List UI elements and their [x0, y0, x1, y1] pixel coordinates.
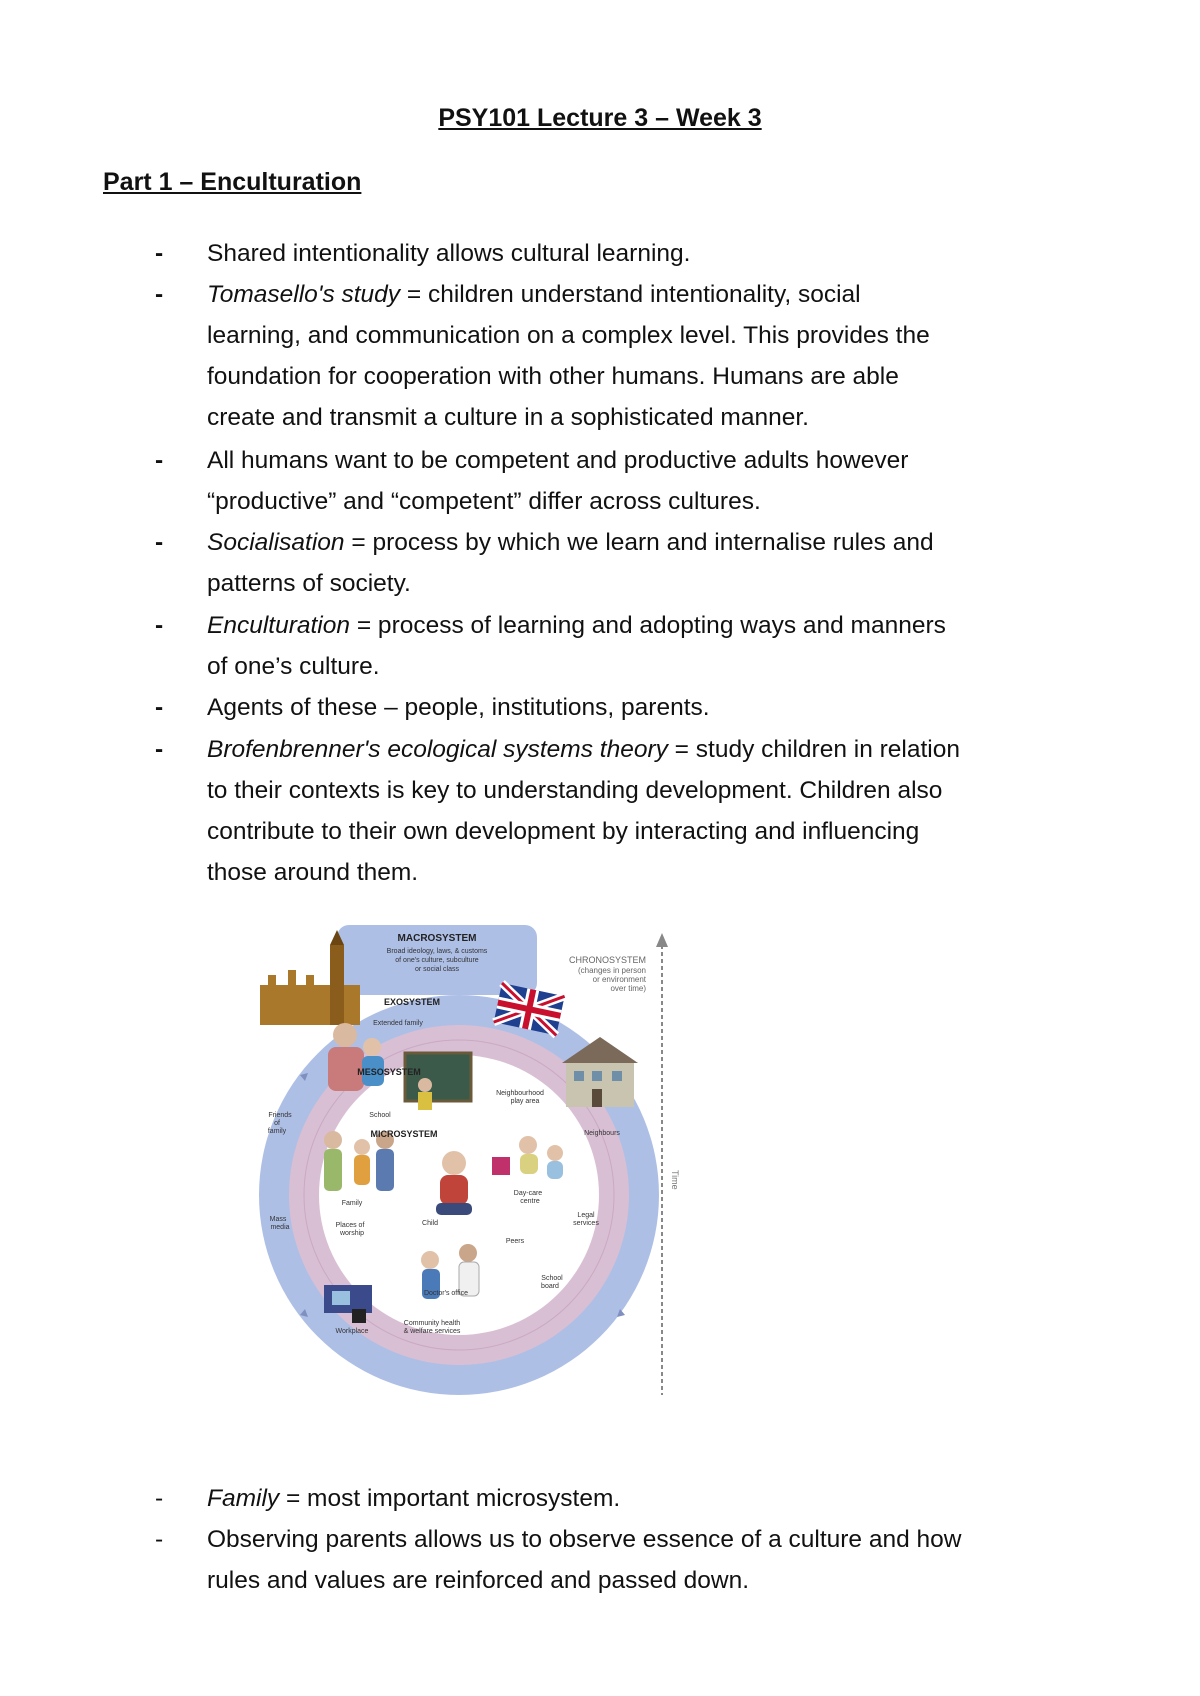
document-title: PSY101 Lecture 3 – Week 3: [438, 104, 762, 132]
bullet-dash: -: [155, 735, 164, 763]
community-label: & welfare services: [403, 1328, 461, 1335]
school-label: School: [369, 1112, 391, 1119]
list-item-text: [207, 1519, 1117, 1601]
bullet-dash: -: [155, 446, 164, 474]
friends-label: of: [274, 1120, 280, 1127]
line-text: foundation for cooperation with other humans. Humans are able: [207, 363, 899, 391]
list-item-text: [207, 233, 1117, 274]
line-text: patterns of society.: [207, 570, 411, 598]
text-line: [207, 770, 1117, 811]
ecological-systems-diagram: [240, 925, 730, 1405]
text-line: [207, 397, 1117, 438]
text-line: [207, 274, 1117, 315]
bullet-dash: -: [155, 611, 164, 639]
extended-family-label: Extended family: [373, 1020, 423, 1027]
macro-desc-line: of one's culture, subculture: [395, 957, 479, 964]
chrono-desc-line: (changes in person: [577, 966, 646, 975]
legal-services-label: services: [573, 1220, 599, 1227]
section-heading: Part 1 – Enculturation: [103, 168, 362, 196]
workplace-label: Workplace: [335, 1328, 369, 1335]
macro-desc-line: Broad ideology, laws, & customs: [386, 948, 488, 955]
worship-label: Places of: [335, 1222, 365, 1229]
bullet-dash: -: [155, 1485, 164, 1512]
bullet-dash: -: [155, 281, 164, 309]
peers-label: Peers: [505, 1238, 525, 1245]
line-text: of one’s culture.: [207, 652, 380, 680]
bullet-dash: -: [155, 1526, 164, 1554]
line-text: = study children in relation: [667, 735, 960, 763]
text-line: [207, 1519, 1117, 1560]
text-line: [207, 315, 1117, 356]
list-item-text: [207, 605, 1117, 687]
line-text: All humans want to be competent and productive adults however: [207, 446, 909, 474]
neighbours-label: Neighbours: [584, 1130, 620, 1137]
macro-desc-line: or social class: [415, 966, 459, 973]
text-line: [207, 852, 1117, 893]
line-text: contribute to their own development by interacting and influencing: [207, 817, 920, 845]
worship-label: worship: [339, 1230, 365, 1237]
line-text: to their contexts is key to understanding development. Children also: [207, 776, 943, 804]
list-item-text: [207, 1478, 1117, 1519]
doctors-office-label: Doctor's office: [423, 1290, 469, 1297]
text-line: [207, 233, 1117, 274]
family-label: Family: [341, 1200, 363, 1207]
macro-title: MACROSYSTEM: [397, 933, 477, 944]
text-line: [207, 1560, 1117, 1601]
line-text: Observing parents allows us to observe essence of a culture and how: [207, 1526, 962, 1554]
family-icon: [324, 1131, 394, 1191]
line-text: those around them.: [207, 858, 419, 886]
child-label: Child: [422, 1220, 438, 1227]
time-label: Time: [670, 1170, 680, 1190]
friends-label: Friends: [268, 1112, 292, 1119]
line-text: rules and values are reinforced and passed down.: [207, 1567, 750, 1595]
line-text: learning, and communication on a complex level. This provides the: [207, 322, 930, 350]
neighbourhood-play-label: play area: [510, 1098, 540, 1105]
line-text: “productive” and “competent” differ across cultures.: [207, 487, 761, 515]
text-line: [207, 1478, 1117, 1519]
chrono-desc-line: over time): [610, 984, 646, 993]
chrono-desc-line: or environment: [592, 975, 646, 984]
text-line: [207, 356, 1117, 397]
daycare-label: centre: [520, 1198, 540, 1205]
line-text: = process of learning and adopting ways and manners: [350, 611, 946, 639]
text-line: [207, 605, 1117, 646]
list-item-text: [207, 687, 1117, 728]
text-line: [207, 729, 1117, 770]
list-item-text: [207, 274, 1117, 438]
daycare-label: Day-care: [513, 1190, 543, 1197]
line-text: Shared intentionality allows cultural learning.: [207, 240, 691, 267]
text-line: [207, 811, 1117, 852]
term: Enculturation: [207, 611, 351, 639]
friends-label: family: [267, 1128, 287, 1135]
list-item-text: [207, 440, 1117, 522]
community-label: Community health: [403, 1320, 461, 1327]
bullet-dash: -: [155, 240, 164, 267]
text-line: [207, 563, 1117, 604]
text-line: [207, 440, 1117, 481]
term: Brofenbrenner's ecological systems theory: [207, 735, 668, 763]
text-line: [207, 687, 1117, 728]
mass-media-label: media: [270, 1224, 290, 1231]
text-line: [207, 522, 1117, 563]
line-text: Agents of these – people, institutions, parents.: [207, 694, 710, 722]
line-text: = most important microsystem.: [279, 1485, 621, 1512]
exo-title: EXOSYSTEM: [383, 997, 441, 1007]
term: Socialisation: [207, 529, 345, 557]
meso-title: MESOSYSTEM: [357, 1067, 421, 1077]
bullet-dash: -: [155, 694, 164, 722]
line-text: create and transmit a culture in a sophisticated manner.: [207, 404, 809, 432]
time-arrow-icon: [656, 933, 668, 947]
micro-title: MICROSYSTEM: [370, 1129, 438, 1139]
line-text: = process by which we learn and internalise rules and: [344, 529, 934, 557]
school-board-label: School: [541, 1275, 563, 1282]
school-board-label: board: [541, 1283, 559, 1290]
term: Tomasello's study: [207, 281, 401, 309]
term: Family: [207, 1485, 280, 1512]
neighbourhood-play-label: Neighbourhood: [496, 1090, 544, 1097]
chrono-title: CHRONOSYSTEM: [568, 955, 646, 965]
list-item-text: [207, 729, 1117, 893]
mass-media-label: Mass: [269, 1216, 287, 1223]
text-line: [207, 481, 1117, 522]
line-text: = children understand intentionality, social: [400, 281, 861, 309]
legal-services-label: Legal: [577, 1212, 595, 1219]
classroom-icon: [405, 1053, 471, 1110]
text-line: [207, 646, 1117, 687]
bullet-dash: -: [155, 529, 164, 557]
list-item-text: [207, 522, 1117, 604]
